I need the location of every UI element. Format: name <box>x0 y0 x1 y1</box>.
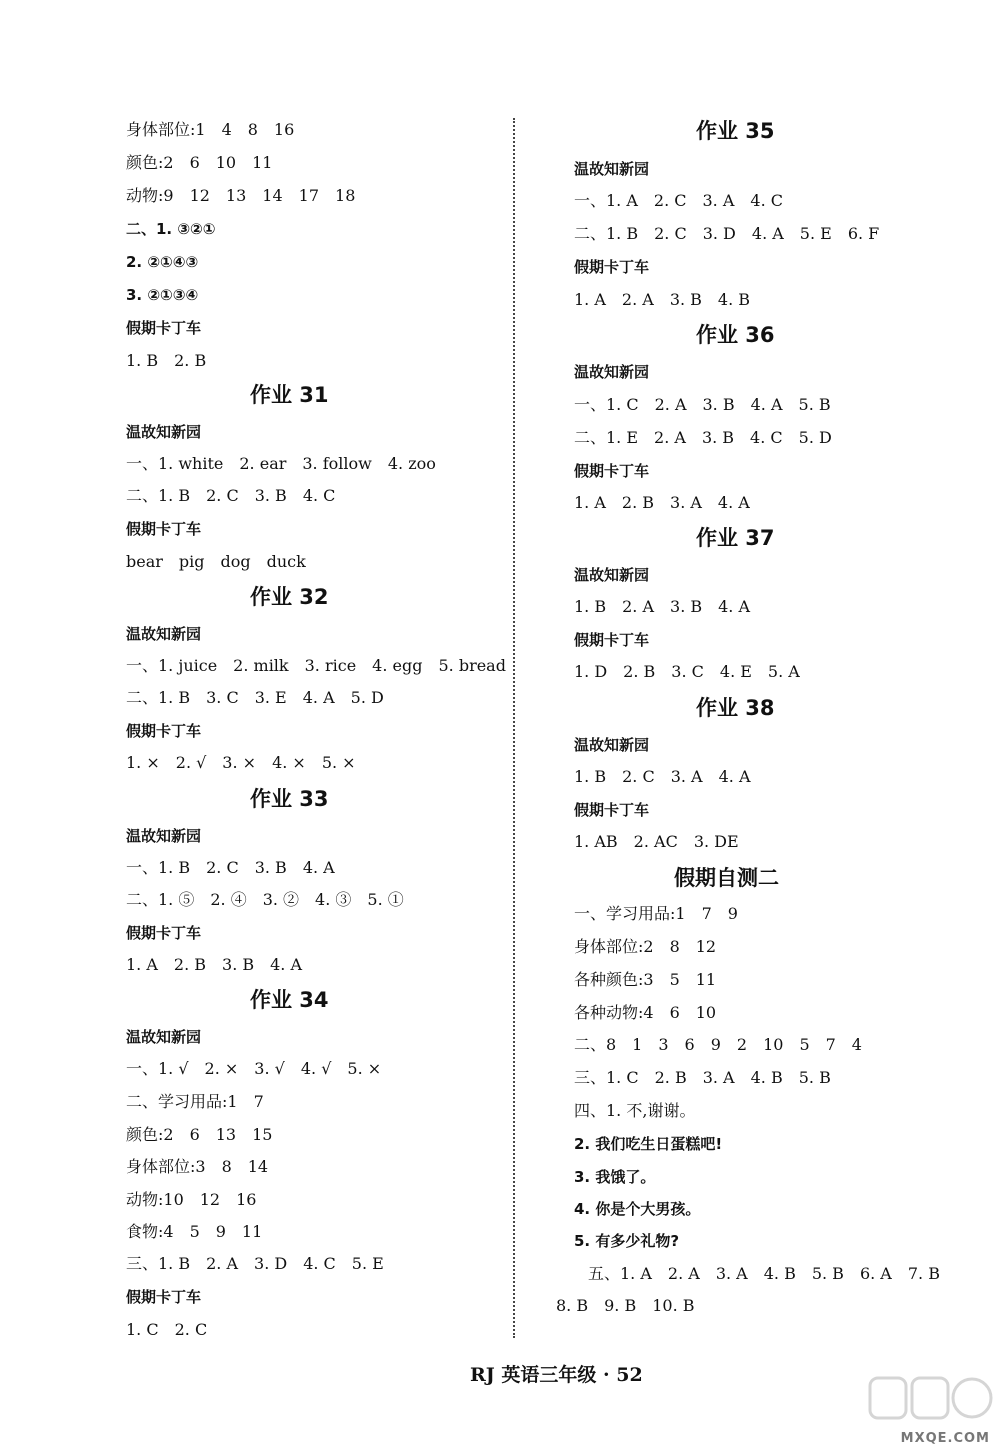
answer-line: 一、1. B 2. C 3. B 4. A <box>126 858 335 877</box>
answer-line: 二、1. B 2. C 3. D 4. A 5. E 6. F <box>574 224 880 243</box>
answer-line: 2. ②①④③ <box>126 253 199 271</box>
section-label: 假期卡丁车 <box>126 722 202 740</box>
answer-line: 二、学习用品:1 7 <box>126 1092 264 1111</box>
section-label: 温故知新园 <box>574 363 650 381</box>
answer-line: 二、8 1 3 6 9 2 10 5 7 4 <box>574 1035 862 1054</box>
answer-line: 1. D 2. B 3. C 4. E 5. A <box>574 662 800 681</box>
answer-line: 身体部位:2 8 12 <box>574 937 717 956</box>
section-label: 假期卡丁车 <box>574 462 650 480</box>
section-label: 温故知新园 <box>126 827 202 845</box>
homework-heading: 作业 34 <box>250 988 329 1012</box>
test-heading: 假期自测二 <box>674 866 779 890</box>
column-divider <box>513 118 515 1338</box>
answer-line: 1. AB 2. AC 3. DE <box>574 832 739 851</box>
answer-line: 食物:4 5 9 11 <box>126 1222 263 1241</box>
section-label: 温故知新园 <box>126 625 202 643</box>
answer-line: 一、1. C 2. A 3. B 4. A 5. B <box>574 395 831 414</box>
answer-line: 二、1. B 3. C 3. E 4. A 5. D <box>126 688 384 707</box>
page-footer: RJ 英语三年级 · 52 <box>470 1364 643 1386</box>
section-label: 温故知新园 <box>574 160 650 178</box>
answer-line: 三、1. C 2. B 3. A 4. B 5. B <box>574 1068 831 1087</box>
answer-line: 颜色:2 6 10 11 <box>126 153 273 172</box>
section-label: 假期卡丁车 <box>126 924 202 942</box>
answer-line: 身体部位:1 4 8 16 <box>126 120 295 139</box>
answer-line: 3. ②①③④ <box>126 286 199 304</box>
answer-line: 四、1. 不,谢谢。 <box>574 1101 696 1120</box>
answer-line: 各种动物:4 6 10 <box>574 1003 717 1022</box>
homework-heading: 作业 36 <box>696 323 775 347</box>
section-label: 温故知新园 <box>574 736 650 754</box>
answer-line: 一、1. white 2. ear 3. follow 4. zoo <box>126 454 436 473</box>
homework-heading: 作业 31 <box>250 383 329 407</box>
answer-line: 3. 我饿了。 <box>574 1168 656 1186</box>
answer-line: 动物:10 12 16 <box>126 1190 257 1209</box>
answer-line: 5. 有多少礼物? <box>574 1232 680 1250</box>
answer-line: 2. 我们吃生日蛋糕吧! <box>574 1135 723 1153</box>
section-label: 假期卡丁车 <box>574 631 650 649</box>
homework-heading: 作业 35 <box>696 119 775 143</box>
homework-heading: 作业 32 <box>250 585 329 609</box>
answer-line: 1. B 2. B <box>126 351 207 370</box>
watermark-text: MXQE.COM <box>900 1431 990 1446</box>
answer-line: 一、学习用品:1 7 9 <box>574 904 738 923</box>
answer-line: 1. B 2. C 3. A 4. A <box>574 767 751 786</box>
answer-line: 各种颜色:3 5 11 <box>574 970 717 989</box>
homework-heading: 作业 33 <box>250 787 329 811</box>
answer-line: 8. B 9. B 10. B <box>556 1296 695 1315</box>
section-label: 假期卡丁车 <box>574 258 650 276</box>
homework-heading: 作业 38 <box>696 696 775 720</box>
answer-line: 二、1. E 2. A 3. B 4. C 5. D <box>574 428 832 447</box>
answer-line: 1. A 2. B 3. B 4. A <box>126 955 303 974</box>
answer-line: 身体部位:3 8 14 <box>126 1157 269 1176</box>
section-label: 温故知新园 <box>126 423 202 441</box>
answer-line: 动物:9 12 13 14 17 18 <box>126 186 356 205</box>
answer-line: 一、1. √ 2. × 3. √ 4. √ 5. × <box>126 1059 382 1078</box>
answer-line: 1. B 2. A 3. B 4. A <box>574 597 751 616</box>
answer-line: 一、1. juice 2. milk 3. rice 4. egg 5. bread <box>126 656 506 675</box>
answer-line: 1. C 2. C <box>126 1320 208 1339</box>
section-label: 温故知新园 <box>574 566 650 584</box>
section-label: 假期卡丁车 <box>126 520 202 538</box>
answer-line: 颜色:2 6 13 15 <box>126 1125 273 1144</box>
answer-line: 1. × 2. √ 3. × 4. × 5. × <box>126 753 356 772</box>
homework-heading: 作业 37 <box>696 526 775 550</box>
answer-line: 五、1. A 2. A 3. A 4. B 5. B 6. A 7. B <box>588 1264 940 1283</box>
answer-line: 二、1. B 2. C 3. B 4. C <box>126 486 336 505</box>
section-label: 假期卡丁车 <box>574 801 650 819</box>
answer-line: bear pig dog duck <box>126 552 306 571</box>
answer-line: 一、1. A 2. C 3. A 4. C <box>574 191 784 210</box>
section-label: 温故知新园 <box>126 1028 202 1046</box>
answer-line: 三、1. B 2. A 3. D 4. C 5. E <box>126 1254 384 1273</box>
answer-line: 1. A 2. B 3. A 4. A <box>574 493 750 512</box>
section-label: 假期卡丁车 <box>126 319 202 337</box>
answer-line: 4. 你是个大男孩。 <box>574 1200 701 1218</box>
answer-line: 二、1. ⑤ 2. ④ 3. ② 4. ③ 5. ① <box>126 890 404 909</box>
answer-line: 二、1. ③②① <box>126 220 216 238</box>
answer-line: 1. A 2. A 3. B 4. B <box>574 290 751 309</box>
section-label: 假期卡丁车 <box>126 1288 202 1306</box>
